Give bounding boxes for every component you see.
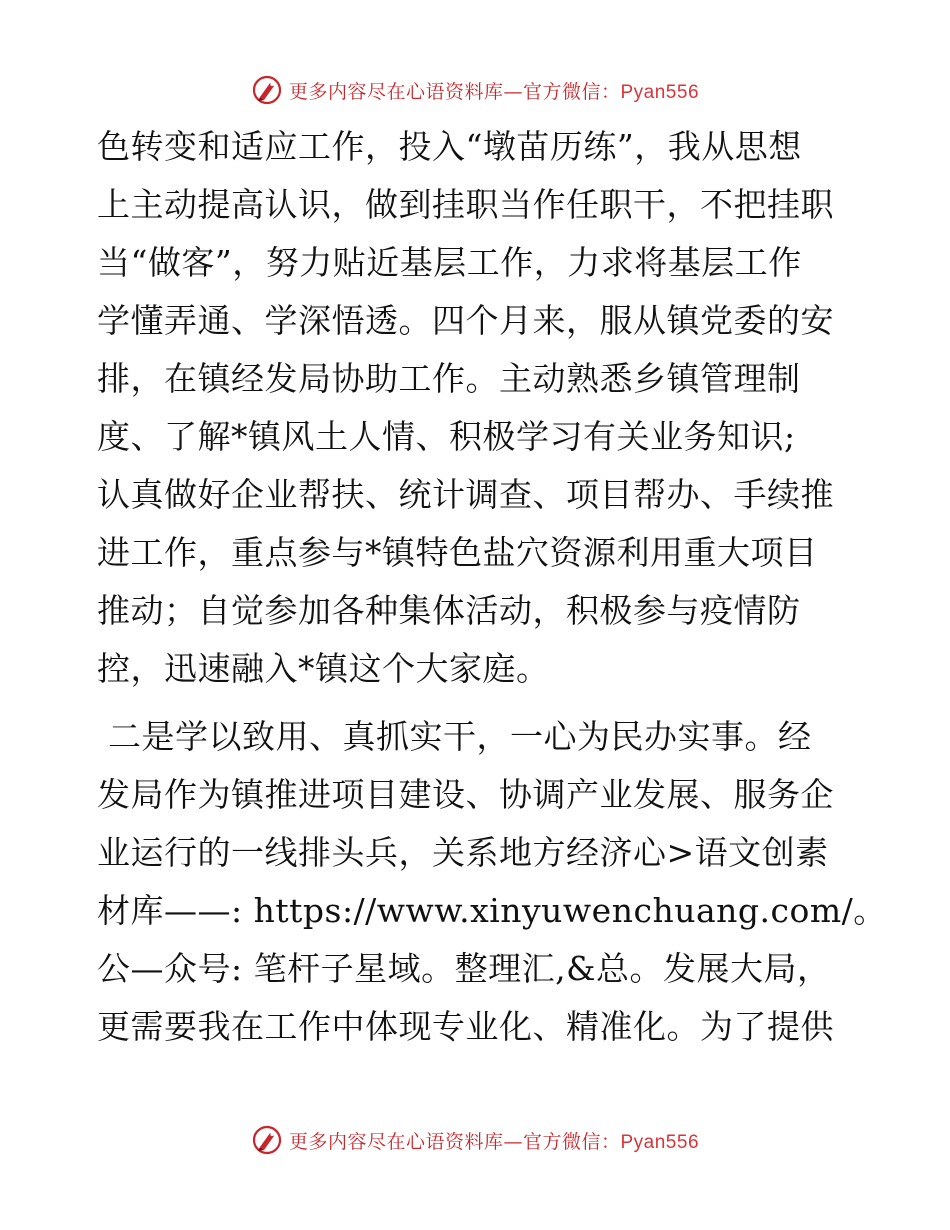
- text-line: 业运行的一线排头兵，关系地方经济心>语文创素: [97, 833, 829, 872]
- paragraph-gap: [97, 698, 857, 708]
- footer-banner: [0, 1122, 950, 1158]
- text-line: 公—众号: 笔杆子星域。整理汇,&总。发展大局，: [97, 949, 831, 988]
- text-line: 材库——: https://www.xinyuwenchuang.com/。: [97, 891, 887, 930]
- text-line: 上主动提高认识，做到挂职当作任职干，不把挂职: [97, 185, 834, 224]
- text-line: 二是学以致用、真抓实干，一心为民办实事。经: [97, 717, 812, 756]
- banner-text: [289, 77, 699, 104]
- banner-text-en: Pyan556: [620, 81, 700, 103]
- text-line: 当“做客”，努力贴近基层工作，力求将基层工作: [97, 243, 802, 282]
- text-line: 控，迅速融入*镇这个大家庭。: [97, 649, 550, 688]
- text-line: 度、了解*镇风土人情、积极学习有关业务知识;: [97, 417, 796, 456]
- pen-nib-logo-icon: [251, 1124, 283, 1156]
- banner-text-en: Pyan556: [620, 1131, 700, 1153]
- text-line: 进工作，重点参与*镇特色盐穴资源利用重大项目: [97, 533, 818, 572]
- pen-nib-logo-icon: [251, 74, 283, 106]
- text-line: 色转变和适应工作，投入“墩苗历练”，我从思想: [97, 127, 802, 166]
- text-line: 推动；自觉参加各种集体活动，积极参与疫情防: [97, 591, 801, 630]
- paragraph-1: [97, 118, 857, 698]
- text-line: 更需要我在工作中体现专业化、精准化。为了提供: [97, 1007, 834, 1046]
- text-line: 认真做好企业帮扶、统计调查、项目帮办、手续推: [97, 475, 834, 514]
- text-line: 排，在镇经发局协助工作。主动熟悉乡镇管理制: [97, 359, 801, 398]
- text-line: 学懂弄通、学深悟透。四个月来，服从镇党委的安: [97, 301, 834, 340]
- document-body: [97, 118, 887, 1056]
- text-line: 发局作为镇推进项目建设、协调产业发展、服务企: [97, 775, 834, 814]
- banner-text-cn: 更多内容尽在心语资料库—官方微信：: [288, 80, 621, 103]
- banner-text-cn: 更多内容尽在心语资料库—官方微信：: [288, 1130, 621, 1153]
- banner-text: [289, 1127, 699, 1154]
- paragraph-2: [97, 708, 887, 1056]
- header-banner: [0, 72, 950, 108]
